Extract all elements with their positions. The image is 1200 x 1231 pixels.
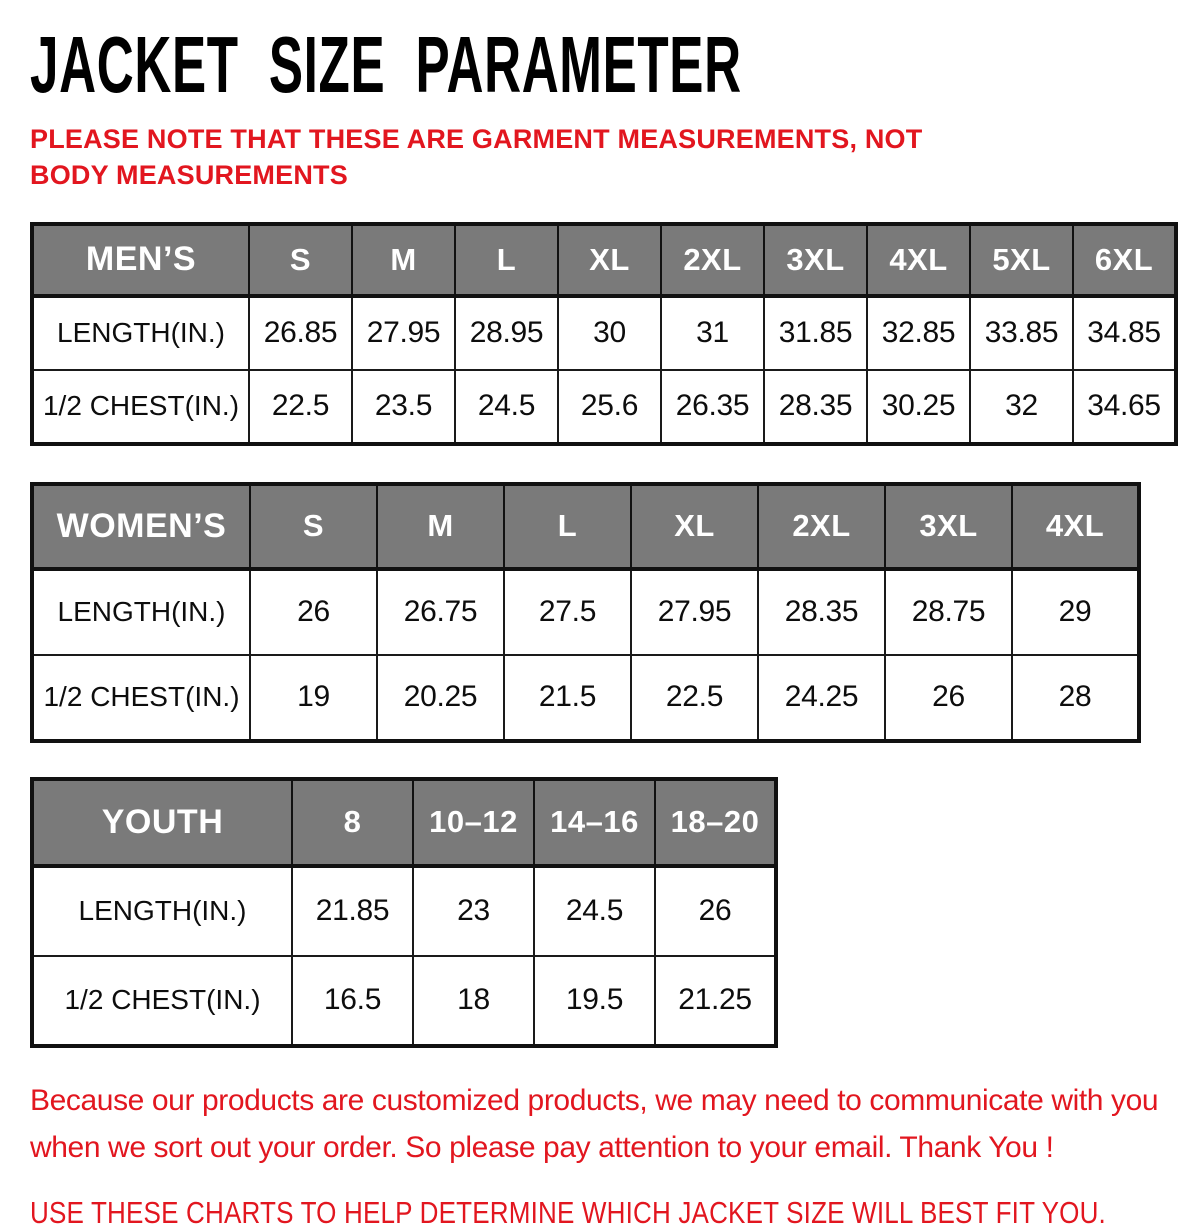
size-header-cell: M [352, 224, 455, 296]
customization-notice: Because our products are customized products, we may need to communicate with you when we sort out your order. So please pay attention to your email. Thank You ! [30, 1083, 1159, 1164]
value-cell: 34.85 [1073, 296, 1176, 370]
table-row [32, 655, 1139, 741]
value-cell: 28.35 [764, 370, 867, 444]
page-title [30, 20, 1200, 110]
size-header-cell: 4XL [867, 224, 970, 296]
value-cell: 27.5 [504, 569, 631, 655]
value-cell: 32 [970, 370, 1073, 444]
value-cell: 24.5 [534, 866, 655, 956]
value-cell: 34.65 [1073, 370, 1176, 444]
table-row [32, 370, 1176, 444]
value-cell: 27.95 [631, 569, 758, 655]
size-header-cell: L [504, 484, 631, 569]
value-cell: 22.5 [249, 370, 352, 444]
table-row [32, 569, 1139, 655]
value-cell: 26 [655, 866, 776, 956]
value-cell: 26.85 [249, 296, 352, 370]
value-cell: 28.95 [455, 296, 558, 370]
size-header-cell: 6XL [1073, 224, 1176, 296]
size-header-cell: 3XL [885, 484, 1012, 569]
row-label-cell: 1/2 CHEST(IN.) [32, 655, 250, 741]
size-header-cell: 10–12 [413, 779, 534, 866]
value-cell: 28.75 [885, 569, 1012, 655]
row-label-cell: LENGTH(IN.) [32, 866, 292, 956]
womens-size-table [30, 482, 1141, 743]
row-label-cell: 1/2 CHEST(IN.) [32, 370, 249, 444]
size-header-cell: 8 [292, 779, 413, 866]
value-cell: 21.5 [504, 655, 631, 741]
size-header-cell: S [249, 224, 352, 296]
table-name-cell: YOUTH [32, 779, 292, 866]
value-cell: 30 [558, 296, 661, 370]
value-cell: 29 [1012, 569, 1139, 655]
value-cell: 32.85 [867, 296, 970, 370]
size-header-cell: M [377, 484, 504, 569]
row-label-cell: 1/2 CHEST(IN.) [32, 956, 292, 1046]
size-header-cell: 5XL [970, 224, 1073, 296]
size-header-cell: XL [558, 224, 661, 296]
mens-size-table [30, 222, 1178, 446]
value-cell: 26 [250, 569, 377, 655]
value-cell: 23.5 [352, 370, 455, 444]
value-cell: 22.5 [631, 655, 758, 741]
table-row [32, 956, 776, 1046]
size-header-cell: 2XL [661, 224, 764, 296]
header-row [32, 779, 776, 866]
size-header-cell: L [455, 224, 558, 296]
value-cell: 19.5 [534, 956, 655, 1046]
header-row [32, 484, 1139, 569]
table-name-cell: MEN’S [32, 224, 249, 296]
value-cell: 30.25 [867, 370, 970, 444]
youth-size-table [30, 777, 778, 1048]
value-cell: 16.5 [292, 956, 413, 1046]
value-cell: 23 [413, 866, 534, 956]
value-cell: 24.25 [758, 655, 885, 741]
size-header-cell: 14–16 [534, 779, 655, 866]
garment-measurement-note: PLEASE NOTE THAT THESE ARE GARMENT MEASUREMENTS, NOT BODY MEASUREMENTS [30, 124, 923, 190]
size-header-cell: XL [631, 484, 758, 569]
table-name-cell: WOMEN’S [32, 484, 250, 569]
value-cell: 28 [1012, 655, 1139, 741]
row-label-cell: LENGTH(IN.) [32, 296, 249, 370]
page-title-text: JACKET SIZE PARAMETER [30, 20, 742, 109]
size-header-cell: 3XL [764, 224, 867, 296]
value-cell: 27.95 [352, 296, 455, 370]
value-cell: 26.75 [377, 569, 504, 655]
size-header-cell: S [250, 484, 377, 569]
value-cell: 18 [413, 956, 534, 1046]
size-header-cell: 18–20 [655, 779, 776, 866]
value-cell: 25.6 [558, 370, 661, 444]
table-row [32, 866, 776, 956]
value-cell: 33.85 [970, 296, 1073, 370]
value-cell: 24.5 [455, 370, 558, 444]
value-cell: 31 [661, 296, 764, 370]
value-cell: 26 [885, 655, 1012, 741]
row-label-cell: LENGTH(IN.) [32, 569, 250, 655]
value-cell: 31.85 [764, 296, 867, 370]
value-cell: 21.85 [292, 866, 413, 956]
value-cell: 26.35 [661, 370, 764, 444]
chart-usage-instruction: USE THESE CHARTS TO HELP DETERMINE WHICH JACKET SIZE WILL BEST FIT YOU. [30, 1195, 1106, 1231]
value-cell: 20.25 [377, 655, 504, 741]
header-row [32, 224, 1176, 296]
size-header-cell: 4XL [1012, 484, 1139, 569]
value-cell: 19 [250, 655, 377, 741]
table-row [32, 296, 1176, 370]
size-header-cell: 2XL [758, 484, 885, 569]
value-cell: 28.35 [758, 569, 885, 655]
value-cell: 21.25 [655, 956, 776, 1046]
